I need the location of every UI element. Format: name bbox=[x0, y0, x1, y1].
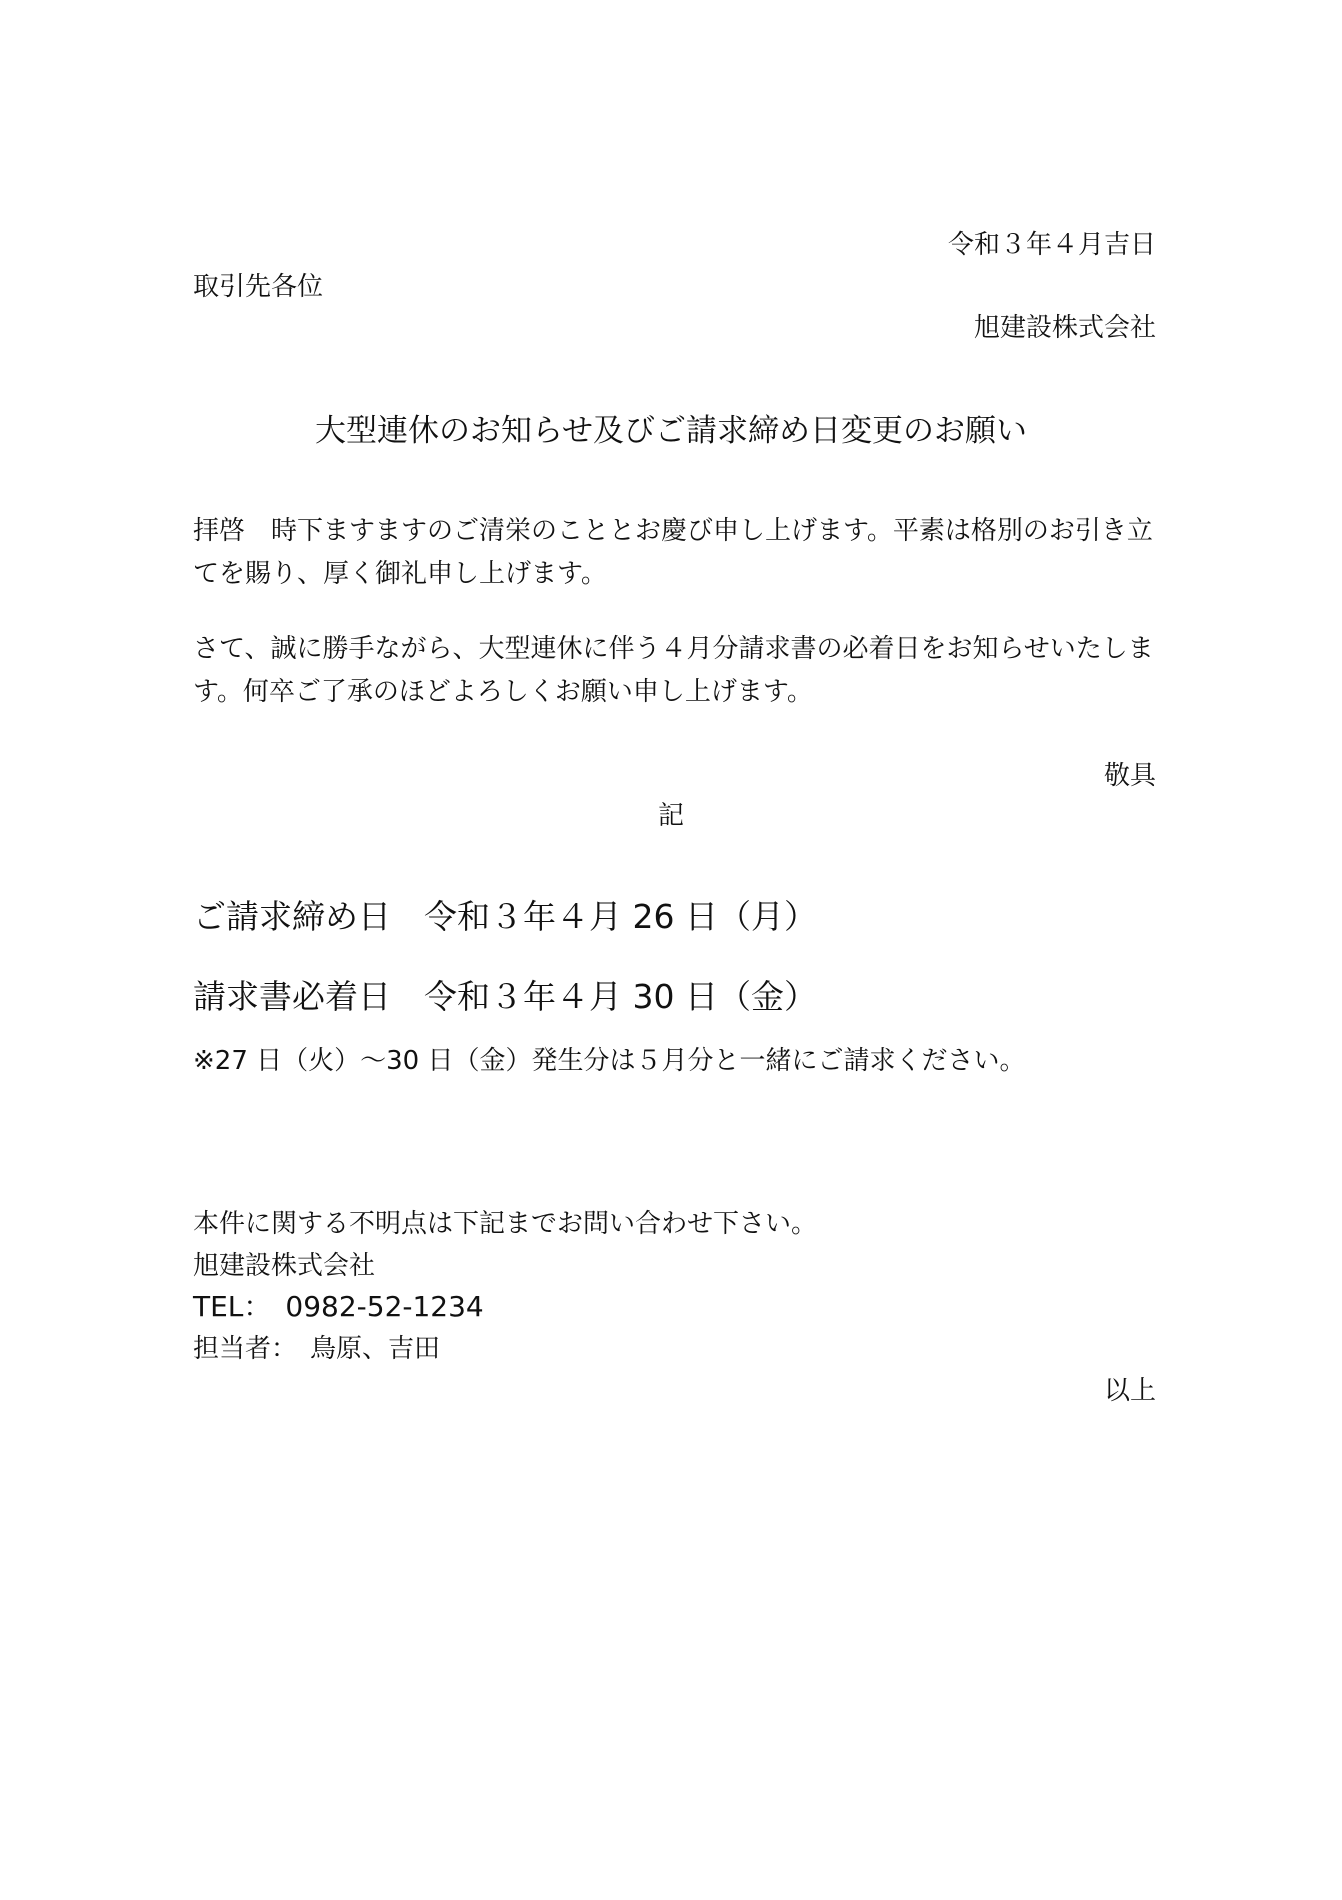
issue-date: 令和３年４月吉日 bbox=[947, 230, 1156, 260]
contact-tel: TEL： 0982-52-1234 bbox=[193, 1290, 484, 1323]
notice-paragraph: さて、誠に勝手ながら、大型連休に伴う４月分請求書の必着日をお知らせいたします。何卒ご了承のほどよろしくお願い申し上げます。 bbox=[193, 634, 1154, 707]
arrival-date: 請求書必着日 令和３年４月 30 日（金） bbox=[193, 977, 817, 1016]
schedule-note: ※27 日（火）～30 日（金）発生分は５月分と一緒にご請求ください。 bbox=[193, 1046, 1026, 1076]
document-title: 大型連休のお知らせ及びご請求締め日変更のお願い bbox=[314, 413, 1028, 449]
contact-company: 旭建設株式会社 bbox=[193, 1251, 376, 1281]
greeting-paragraph: 拝啓 時下ますますのご清栄のこととお慶び申し上げます。平素は格別のお引き立てを賜り、厚く御礼申し上げます。 bbox=[193, 516, 1153, 589]
end-mark: 以上 bbox=[1103, 1376, 1156, 1406]
record-mark: 記 bbox=[657, 801, 684, 831]
closing-keigu: 敬具 bbox=[1103, 761, 1156, 791]
closing-date: ご請求締め日 令和３年４月 26 日（月） bbox=[193, 897, 817, 936]
recipient: 取引先各位 bbox=[193, 272, 324, 302]
sender-company: 旭建設株式会社 bbox=[973, 313, 1156, 343]
contact-person: 担当者： 鳥原、吉田 bbox=[193, 1334, 441, 1364]
contact-intro: 本件に関する不明点は下記までお問い合わせ下さい。 bbox=[193, 1209, 818, 1239]
